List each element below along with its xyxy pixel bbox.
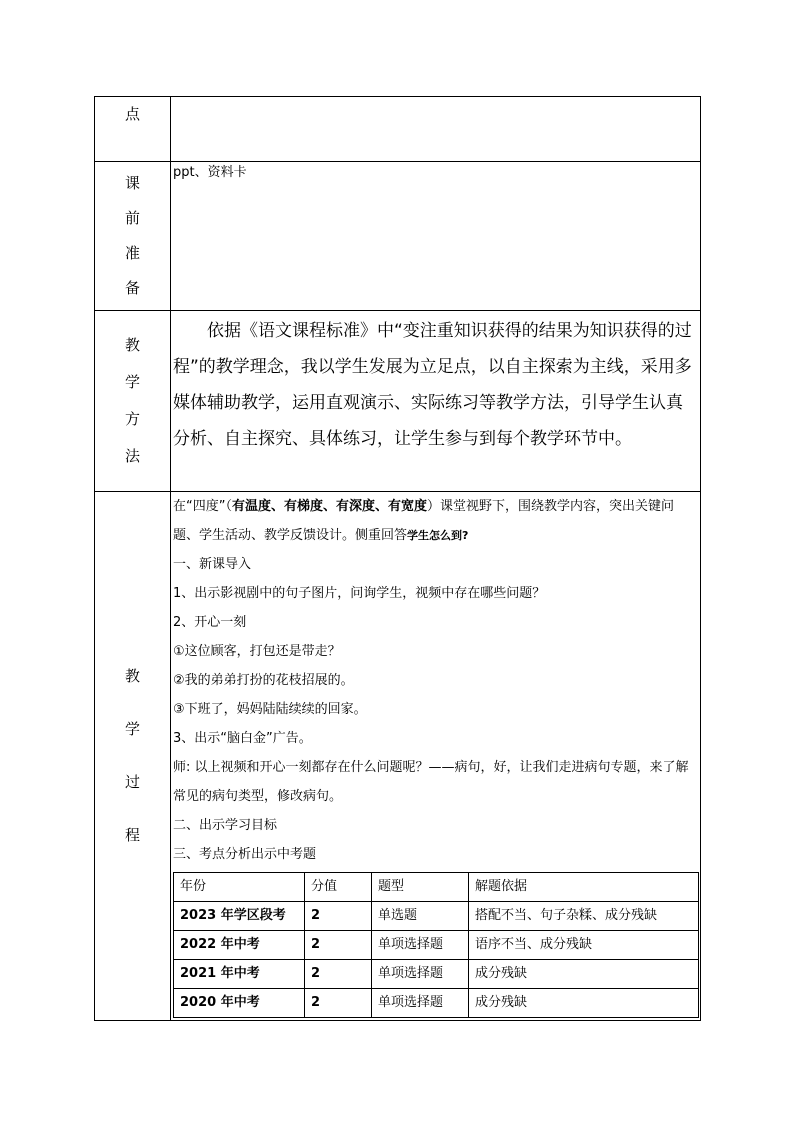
lesson-plan-table xyxy=(94,96,701,1021)
table-cell: 搭配不当、句子杂糅、成分残缺 xyxy=(469,902,699,931)
table-header: 解题依据 xyxy=(469,873,699,902)
label-char: 过 xyxy=(124,773,140,791)
list-item: 3、出示“脑白金”广告。 xyxy=(173,731,312,746)
row-point xyxy=(95,97,701,162)
table-row xyxy=(174,989,699,1018)
label-char: 准 xyxy=(124,244,140,262)
label-char: 法 xyxy=(124,447,140,465)
intro-bold-text: 有温度、有梯度、有深度、有宽度 xyxy=(231,499,427,514)
table-cell: 2023 年学区段考 xyxy=(174,902,305,931)
table-header: 题型 xyxy=(372,873,469,902)
list-item: ①这位顾客，打包还是带走？ xyxy=(173,644,341,659)
label-text: 点 xyxy=(124,105,140,123)
table-header: 年份 xyxy=(174,873,305,902)
row-content-point xyxy=(171,97,701,162)
intro-text: 在“四度”（ xyxy=(173,499,232,514)
table-cell: 单项选择题 xyxy=(372,989,469,1018)
row-process xyxy=(95,492,701,1021)
table-header: 分值 xyxy=(305,873,372,902)
table-cell: 2022 年中考 xyxy=(174,931,305,960)
label-char: 学 xyxy=(124,373,140,391)
label-char: 前 xyxy=(124,209,140,227)
vertical-label xyxy=(95,669,170,843)
label-char: 备 xyxy=(124,279,140,297)
list-item: ②我的弟弟打扮的花枝招展的。 xyxy=(173,673,354,688)
row-label-method xyxy=(95,311,171,492)
table-cell: 2 xyxy=(305,931,372,960)
list-item: ③下班了，妈妈陆陆续续的回家。 xyxy=(173,702,367,717)
row-method xyxy=(95,311,701,492)
exam-analysis-table xyxy=(173,872,699,1018)
prep-content: ppt、资料卡 xyxy=(171,162,701,311)
row-label-point xyxy=(95,97,171,162)
intro-text-2: ）课堂视野下，围绕教学内容，突出关键问题、学生活动、教学反馈设计。侧重回答 xyxy=(173,499,675,543)
table-row xyxy=(174,902,699,931)
section-heading: 二、出示学习目标 xyxy=(173,818,278,833)
table-cell: 2021 年中考 xyxy=(174,960,305,989)
table-cell: 2 xyxy=(305,989,372,1018)
list-item: 2、开心一刻 xyxy=(173,615,247,630)
label-char: 教 xyxy=(124,336,140,354)
table-cell: 单项选择题 xyxy=(372,960,469,989)
table-row xyxy=(174,960,699,989)
table-header-row xyxy=(174,873,699,902)
label-char: 学 xyxy=(124,720,140,738)
row-label-process xyxy=(95,492,171,1021)
table-cell: 成分残缺 xyxy=(469,960,699,989)
table-cell: 2020 年中考 xyxy=(174,989,305,1018)
teacher-line: 师: 以上视频和开心一刻都存在什么问题呢？——病句，好，让我们走进病句专题，来了解常见的病句类型，修改病句。 xyxy=(173,760,689,804)
table-cell: 成分残缺 xyxy=(469,989,699,1018)
table-cell: 单选题 xyxy=(372,902,469,931)
process-intro xyxy=(173,492,698,550)
process-content xyxy=(171,492,701,1021)
table-row xyxy=(174,931,699,960)
label-char: 方 xyxy=(124,410,140,428)
row-label-prep xyxy=(95,162,171,311)
label-char: 课 xyxy=(124,174,140,192)
section-heading: 三、考点分析出示中考题 xyxy=(173,847,317,862)
row-prep xyxy=(95,162,701,311)
table-cell: 语序不当、成分残缺 xyxy=(469,931,699,960)
table-cell: 2 xyxy=(305,960,372,989)
vertical-label xyxy=(95,338,170,464)
section-heading: 一、新课导入 xyxy=(173,557,252,572)
table-cell: 单项选择题 xyxy=(372,931,469,960)
intro-question: 学生怎么到? xyxy=(407,529,469,542)
table-cell: 2 xyxy=(305,902,372,931)
method-content xyxy=(171,311,701,492)
vertical-label xyxy=(95,176,170,296)
label-char: 程 xyxy=(124,826,140,844)
label-char: 教 xyxy=(124,667,140,685)
list-item: 1、出示影视剧中的句子图片，问询学生，视频中存在哪些问题？ xyxy=(173,586,546,601)
method-paragraph: 依据《语文课程标准》中“变注重知识获得的结果为知识获得的过程”的教学理念，我以学生发展为立足点，以自主探索为主线，采用多媒体辅助教学，运用直观演示、实际练习等教学方法，引导学生认真分析、自主探究、具体练习，让学生参与到每个教学环节中。 xyxy=(173,321,692,449)
